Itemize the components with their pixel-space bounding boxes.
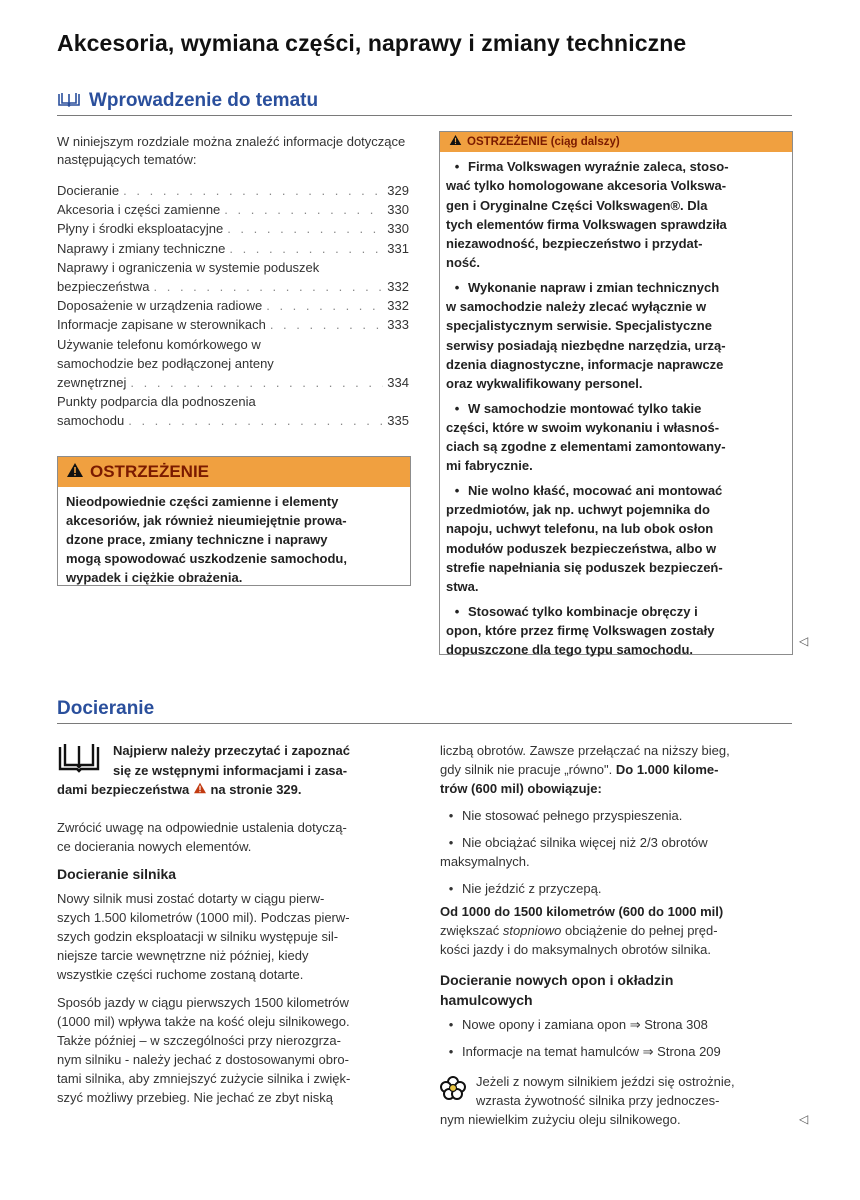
tires-bullets (440, 1015, 792, 1069)
section-heading: Docieranie (57, 698, 155, 719)
list-item: • Nie obciążać silnika więcej niż 2/3 obrotów maksymalnych. (440, 835, 708, 869)
list-item: • Nie jeździć z przyczepą. (448, 881, 602, 896)
toc-item[interactable]: Informacje zapisane w sterownikach . . . 333 (57, 315, 409, 334)
attention-paragraph: Zwrócić uwagę na odpowiednie ustalenia dotyczą- ce docierania nowych elementów. (57, 820, 347, 854)
warning-triangle-icon (66, 462, 84, 483)
intro-heading-row (57, 90, 318, 112)
warning-line: dzone prace, zmiany techniczne i naprawy (66, 532, 328, 547)
run-in-bullets (440, 806, 792, 906)
tires-brakes-heading: Docieranie nowych opon i okładzin hamulcowych (440, 972, 674, 1008)
intro-divider (57, 115, 792, 116)
toc-list (57, 181, 409, 431)
list-item: • Nowe opony i zamiana opon ⇒ Strona 308 (448, 1017, 708, 1032)
engine-paragraph-1: Nowy silnik musi zostać dotarty w ciągu pierw- szych 1.500 kilometrów (1000 mil). Podczas pierw- szych godzin eksploatacji w silniku występuje sil- niejsze tarcie wewnętrzne niż później, kiedy wszystkie części ruchome zostaną dotarte. (57, 891, 350, 982)
eco-note: Jeżeli z nowym silnikiem jeździ się ostrożnie, wzrasta żywotność silnika przy jednoczes- nym niewielkim zużyciu oleju silnikowego. (440, 1074, 735, 1127)
warning-bullet: • Wykonanie napraw i zmian technicznych w samochodzie należy zlecać wyłącznie w specjalistycznym serwisie. Specjalistyczne serwisy posiadają niezbędne narzędzia, urzą- dzenia diagnostyczne, informacje naprawcze oraz wykwalifikowany personel. (446, 279, 726, 392)
range-paragraph: Od 1000 do 1500 kilometrów (600 do 1000 mil) zwiększać stopniowo obciążenie do pełnej pręd- kości jazdy i do maksymalnych obrotów silnika. (440, 904, 724, 957)
book-icon (57, 741, 101, 778)
warning-label: OSTRZEŻENIE (90, 462, 210, 481)
warning-triangle-icon (449, 133, 462, 151)
warning-line: mogą spowodować uszkodzenie samochodu, (66, 551, 347, 566)
warning-line: wypadek i ciężkie obrażenia. (66, 570, 243, 585)
toc-item[interactable]: samochodu . . . 335 (57, 411, 409, 430)
toc-item-line[interactable]: Naprawy i ograniczenia w systemie poduszek (57, 259, 320, 275)
toc-item[interactable]: zewnętrznej . . . 334 (57, 373, 409, 392)
end-of-section-marker: ◁ (799, 634, 809, 648)
warning-continued-label: OSTRZEŻENIE (ciąg dalszy) (467, 136, 620, 148)
warning-bullet: • Firma Volkswagen wyraźnie zaleca, stoso- wać tylko homologowane akcesoria Volkswa- gen i Oryginalne Części Volkswagen®. Dla tych elementów firma Volkswagen sprawdziła niezawodność, bezpieczeństwo i przydat- ność. (446, 159, 729, 271)
toc-item[interactable]: Płyny i środki eksploatacyjne . . . 330 (57, 219, 409, 238)
intro-text: W niniejszym rozdziale można znaleźć informacje dotyczące następujących tematów: (57, 134, 406, 167)
read-first-line: Najpierw należy przeczytać i zapoznać (113, 743, 350, 758)
page-title: Akcesoria, wymiana części, naprawy i zmiany techniczne (57, 30, 687, 56)
section-divider (57, 723, 792, 724)
toc-item[interactable]: Naprawy i zmiany techniczne . . . 331 (57, 239, 409, 258)
warning-line: Nieodpowiednie części zamienne i elementy (66, 494, 339, 509)
list-item: • Informacje na temat hamulców ⇒ Strona 209 (448, 1044, 721, 1059)
intro-heading: Wprowadzenie do tematu (89, 90, 319, 111)
page-reference-link[interactable]: na stronie 329. (210, 782, 302, 797)
end-of-section-marker: ◁ (799, 1112, 809, 1126)
read-first-notice (57, 741, 409, 800)
eco-flower-icon (440, 1074, 466, 1109)
warning-continued-box (439, 131, 793, 658)
toc-item[interactable]: bezpieczeństwa . . . 332 (57, 277, 409, 296)
intro-text-block (57, 133, 409, 169)
toc-item-line[interactable]: Punkty podparcia dla podnoszenia (57, 394, 256, 410)
toc-item[interactable]: Docieranie . . . 329 (57, 181, 409, 200)
warning-body (58, 487, 410, 587)
toc-item[interactable]: Doposażenie w urządzenia radiowe . . . 332 (57, 296, 409, 315)
engine-run-in-heading: Docieranie silnika (57, 866, 177, 882)
toc-item-line[interactable]: samochodzie bez podłączonej anteny (57, 355, 274, 371)
warning-continued-header (440, 132, 792, 152)
warning-bullet: • Stosować tylko kombinacje obręczy i opon, które przez firmę Volkswagen zostały dopuszczone dla tego typu samochodu. (446, 603, 715, 658)
page-reference-link[interactable]: ⇒ Strona 308 (629, 1017, 708, 1032)
warning-line: akcesoriów, jak również nieumiejętnie prowa- (66, 513, 347, 528)
list-item: • Nie stosować pełnego przyspieszenia. (448, 808, 683, 823)
toc-item-line[interactable]: Używanie telefonu komórkowego w (57, 336, 261, 352)
warning-header (58, 457, 410, 487)
read-first-line: dami bezpieczeństwa na stronie 329. (57, 782, 302, 797)
warning-box (57, 456, 411, 586)
warning-triangle-icon (193, 782, 207, 797)
engine-paragraph-2: Sposób jazdy w ciągu pierwszych 1500 kilometrów (1000 mil) wpływa także na kość oleju silnikowego. Także później – w szczególności przy nierozgrza- nym silniku - należy jechać z dostosowanymi obro- tami silnika, aby zmniejszyć zużycie silnika i zwięk- szyć możliwy przebieg. Nie jechać ze zbyt niską (57, 995, 351, 1105)
warning-continued-body (440, 152, 792, 659)
warning-bullet: • W samochodzie montować tylko takie części, które w swoim wykonaniu i własnoś- ciach są zgodne z elementami zamontowany- mi fabrycznie. (446, 400, 726, 474)
toc-item[interactable]: Akcesoria i części zamienne . . . 330 (57, 200, 409, 219)
right-paragraph-1: liczbą obrotów. Zawsze przełączać na niższy bieg, gdy silnik nie pracuje „równo". Do 1.000 kilome- trów (600 mil) obowiązuje: (440, 743, 730, 796)
read-first-line: się ze wstępnymi informacjami i zasa- (113, 762, 348, 778)
book-icon (57, 91, 81, 112)
page-reference-link[interactable]: ⇒ Strona 209 (642, 1044, 721, 1059)
warning-bullet: • Nie wolno kłaść, mocować ani montować przedmiotów, jak np. uchwyt pojemnika do napoju, uchwyt telefonu, na lub obok osłon modułów poduszek bezpieczeństwa, albo w strefie napełniania się poduszek bezpieczeń- stwa. (446, 482, 723, 595)
